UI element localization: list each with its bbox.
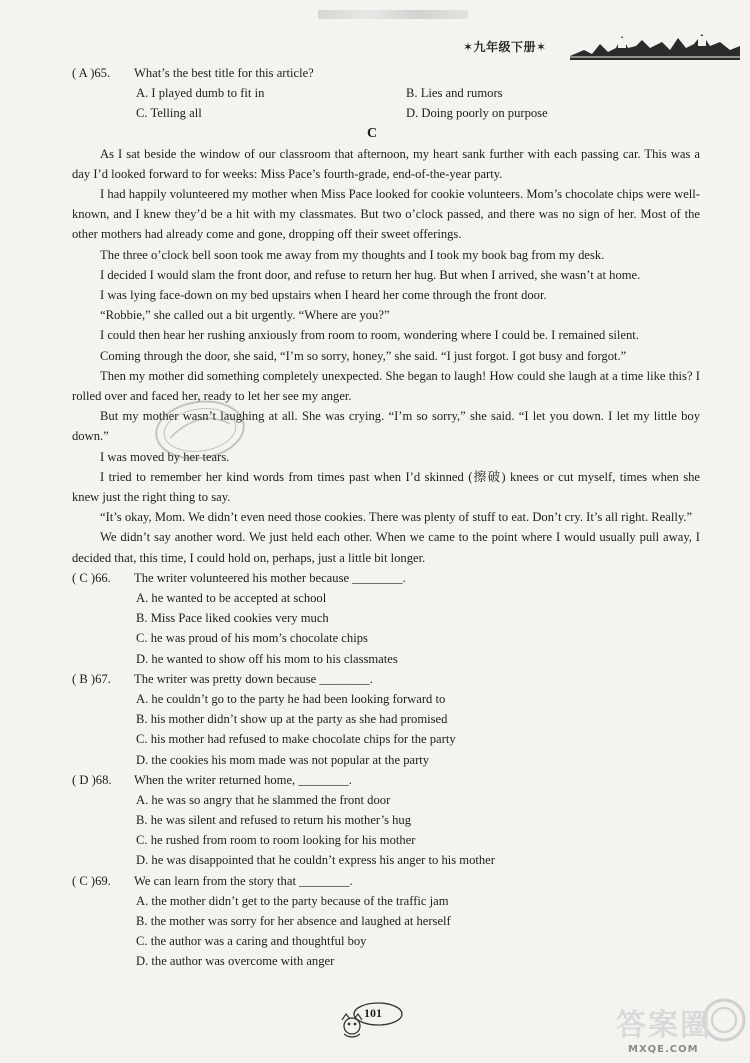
question-stem: When the writer returned home, ________. xyxy=(134,772,352,787)
passage xyxy=(72,144,700,568)
question-line xyxy=(72,871,700,891)
question-line xyxy=(72,669,700,689)
option-text: C. the author was a caring and thoughtful boy xyxy=(136,934,367,949)
question-65 xyxy=(72,63,700,83)
option-text: D. he was disappointed that he couldn’t express his anger to his mother xyxy=(136,853,495,868)
option-b xyxy=(72,709,700,729)
section-title: C xyxy=(366,125,378,141)
answer-mark: ( A )65. xyxy=(72,66,111,80)
stamp-icon xyxy=(152,398,248,462)
option-d xyxy=(72,649,700,669)
option-text: D. the cookies his mom made was not popular at the party xyxy=(136,752,430,767)
question-stem: We can learn from the story that ________. xyxy=(134,873,353,888)
passage-paragraph: Then my mother did something completely unexpected. She began to laugh! How could she laugh at a time like this? I rolled over and faced her, ready to let her see my anger. xyxy=(72,368,700,403)
question-stem: The writer was pretty down because ________. xyxy=(134,671,373,686)
question-stem: The writer volunteered his mother because ________. xyxy=(134,570,406,585)
option-text: B. he was silent and refused to return his mother’s hug xyxy=(136,813,412,828)
question-69 xyxy=(72,871,700,972)
page-content xyxy=(72,63,700,972)
passage-paragraph: I was moved by her tears. xyxy=(100,449,230,464)
option-text: A. he couldn’t go to the party he had been looking forward to xyxy=(136,691,446,706)
option-text: D. the author was overcome with anger xyxy=(136,954,335,969)
option-c xyxy=(72,931,700,951)
option-text: D. he wanted to show off his mom to his classmates xyxy=(136,651,398,666)
option-a xyxy=(72,891,700,911)
option-b: B. Lies and rumors xyxy=(406,86,503,101)
option-a xyxy=(72,790,700,810)
option-text: A. the mother didn’t get to the party because of the traffic jam xyxy=(136,893,449,908)
option-a xyxy=(72,588,700,608)
option-c xyxy=(72,729,700,749)
option-c: C. Telling all xyxy=(136,106,202,121)
answer-mark: ( B )67. xyxy=(72,671,111,686)
page-number: 101 xyxy=(364,1006,382,1020)
answer-mark: ( C )66. xyxy=(72,570,111,585)
question-66 xyxy=(72,568,700,669)
question-line xyxy=(72,568,700,588)
option-text: B. Miss Pace liked cookies very much xyxy=(136,611,329,626)
option-a: A. I played dumb to fit in xyxy=(136,86,265,101)
option-text: C. he was proud of his mom’s chocolate chips xyxy=(136,631,368,646)
passage-paragraph: But my mother wasn’t laughing at all. She was crying. “I’m so sorry,” she said. “I let you down. I let my little boy down.” xyxy=(72,409,700,444)
option-d xyxy=(72,850,700,870)
passage-paragraph: I was lying face-down on my bed upstairs when I heard her come through the front door. xyxy=(100,287,547,302)
option-d: D. Doing poorly on purpose xyxy=(406,106,548,121)
passage-paragraph: “Robbie,” she called out a bit urgently. “Where are you?” xyxy=(100,308,390,323)
passage-paragraph: As I sat beside the window of our classroom that afternoon, my heart sank further with each passing car. This was a day I’d looked forward to for weeks: Miss Pace’s fourth-grade, end-of-the-year party. xyxy=(72,146,700,181)
passage-paragraph: Coming through the door, she said, “I’m so sorry, honey,” she said. “I just forgot. I got busy and forgot.” xyxy=(100,348,627,363)
option-text: A. he was so angry that he slammed the front door xyxy=(136,792,391,807)
passage-paragraph: We didn’t say another word. We just held each other. When we came to the point where I would usually pull away, I decided that, this time, I could hold on, perhaps, just a little bit longer. xyxy=(72,530,700,565)
passage-paragraph: “It’s okay, Mom. We didn’t even need those cookies. There was plenty of stuff to eat. Don’t cry. It’s all right. Really.” xyxy=(100,510,693,525)
skyline-decoration-icon xyxy=(570,26,740,60)
question-68 xyxy=(72,770,700,871)
option-d xyxy=(72,750,700,770)
page-header xyxy=(0,0,750,58)
option-d xyxy=(72,951,700,971)
option-row xyxy=(72,103,700,123)
watermark-text: 答案圈 xyxy=(616,1008,712,1043)
option-row xyxy=(72,83,700,103)
option-a xyxy=(72,689,700,709)
answer-mark: ( D )68. xyxy=(72,772,112,787)
option-text: C. he rushed from room to room looking for his mother xyxy=(136,833,416,848)
question-line xyxy=(72,770,700,790)
grade-label: ✶九年级下册✶ xyxy=(463,40,547,54)
option-b xyxy=(72,810,700,830)
option-b xyxy=(72,911,700,931)
passage-paragraph: I tried to remember her kind words from times past when I’d skinned (擦破) knees or cut myself, times when she knew just the right thing to say. xyxy=(72,469,700,505)
passage-paragraph: The three o’clock bell soon took me away from my thoughts and I took my book bag from my desk. xyxy=(100,247,605,262)
question-stem: What’s the best title for this article? xyxy=(134,66,314,80)
option-text: C. his mother had refused to make chocolate chips for the party xyxy=(136,732,456,747)
question-67 xyxy=(72,669,700,770)
passage-paragraph: I had happily volunteered my mother when Miss Pace looked for cookie volunteers. Mom’s chocolate chips were well-known, and I knew they’d be a hit with my classmates. But two o’clock passed, and there was no sign of her. Most of the other mothers had already come and gone, dropping off their sweet offerings. xyxy=(72,186,700,242)
answer-mark: ( C )69. xyxy=(72,873,111,888)
option-text: B. his mother didn’t show up at the party as she had promised xyxy=(136,712,448,727)
option-b xyxy=(72,608,700,628)
option-c xyxy=(72,628,700,648)
passage-paragraph: I could then hear her rushing anxiously from room to room, wondering where I could be. I remained silent. xyxy=(100,328,639,343)
header-blur-strip xyxy=(318,10,468,19)
option-text: B. the mother was sorry for her absence and laughed at herself xyxy=(136,914,451,929)
option-text: A. he wanted to be accepted at school xyxy=(136,591,327,606)
option-c xyxy=(72,830,700,850)
passage-paragraph: I decided I would slam the front door, and refuse to return her hug. But when I arrived, she wasn’t at home. xyxy=(100,267,641,282)
watermark-site: MXQE.COM xyxy=(628,1044,699,1055)
